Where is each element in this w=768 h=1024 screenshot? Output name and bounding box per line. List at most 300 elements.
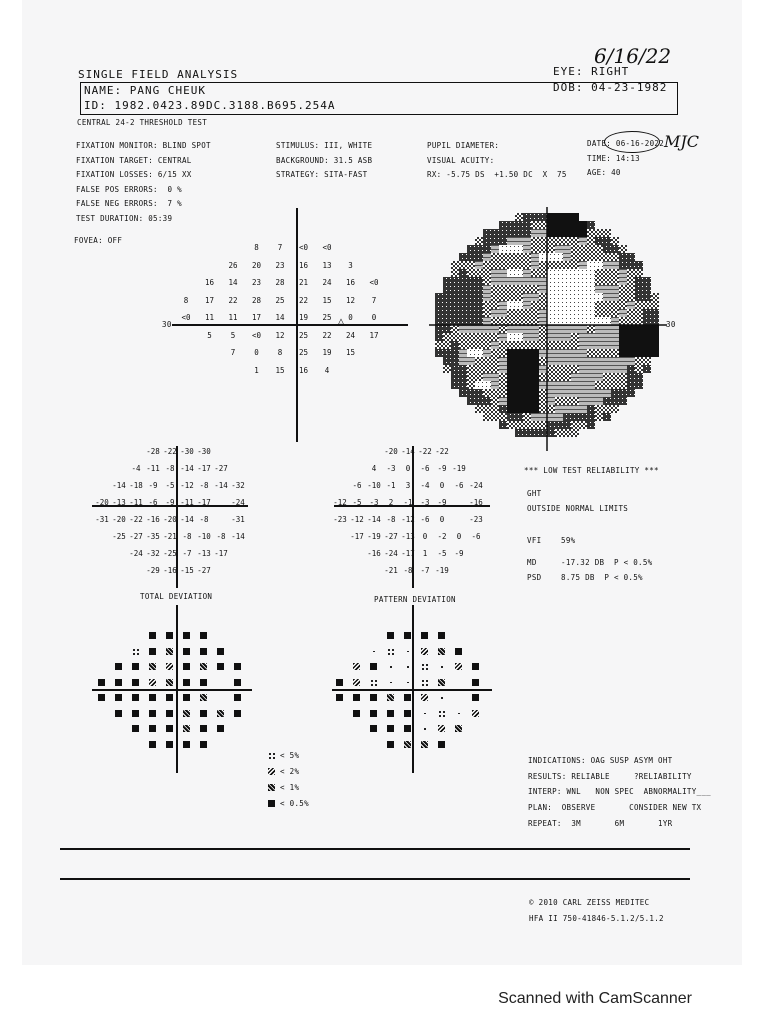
probability-symbol-normal [407,682,409,684]
probability-symbol-normal [458,713,460,715]
field-value: 0 [348,313,353,322]
field-value: 8 [277,348,283,357]
copyright-line-1: © 2010 CARL ZEISS MEDITEC [529,898,650,907]
probability-symbol-dense [217,710,224,717]
field-value: -32 [146,549,160,558]
field-value: 19 [322,348,332,357]
field-value: 16 [204,278,215,287]
field-value: -11 [146,464,160,473]
probability-symbol-checker [268,768,275,775]
probability-symbol-solid [149,710,156,717]
probability-symbol-normal [407,666,409,668]
handwritten-date: 6/16/22 [594,44,672,68]
field-value: -24 [469,481,483,490]
field-value: 8 [254,243,259,252]
probability-symbol-solid [149,648,156,655]
probability-symbol-solid [387,741,394,748]
test-name: CENTRAL 24-2 THRESHOLD TEST [77,118,208,127]
probability-symbol-solid [472,679,479,686]
field-value: -13 [197,549,211,558]
vfi-label: VFI [527,536,542,545]
field-value: 0 [456,532,462,541]
probability-symbol-solid [370,663,377,670]
field-value: -27 [129,532,143,541]
probability-symbol-solid [404,710,411,717]
parameter-line: STRATEGY: SITA-FAST [276,170,368,179]
probability-symbol-solid [234,694,241,701]
field-value: 25 [298,348,309,357]
separator-bottom [60,878,690,880]
field-value: -6 [471,532,481,541]
parameter-line: PUPIL DIAMETER: [427,141,500,150]
probability-symbol-dots [268,752,275,759]
threshold-axis-label: 30 [162,320,172,329]
probability-symbol-solid [98,694,105,701]
md-label: MD [527,558,537,567]
probability-symbol-checker [353,679,360,686]
field-value: 7 [277,243,283,252]
probability-symbol-normal [424,728,426,730]
field-value: -8 [165,464,175,473]
field-value: 0 [422,532,428,541]
probability-symbol-normal [373,651,375,653]
field-value: 5 [207,330,212,340]
field-value: 24 [322,278,332,287]
vfi-value: 59% [561,536,576,545]
probability-symbol-solid [336,679,343,686]
field-value: -16 [146,515,160,524]
ght-value: OUTSIDE NORMAL LIMITS [527,504,629,513]
field-value: 1 [254,365,259,375]
probability-symbol-solid [370,725,377,732]
field-value: -21 [163,532,177,541]
indications: INDICATIONS: OAG SUSP ASYM OHT [528,756,673,765]
separator-top [60,848,690,850]
field-value: 17 [251,313,262,322]
probability-symbol-solid [149,694,156,701]
probability-symbol-solid [132,679,139,686]
field-value: -23 [469,515,483,524]
legend-label: < 1% [280,783,300,792]
field-value: <0 [298,243,309,252]
probability-symbol-solid [234,679,241,686]
field-value: -14 [231,532,245,541]
field-value: -1 [386,481,396,490]
probability-symbol-checker [421,694,428,701]
field-value: 15 [322,295,332,305]
probability-symbol-solid [472,694,479,701]
field-value: -10 [367,481,381,490]
probability-symbol-solid [200,725,207,732]
field-value: 1 [422,549,428,558]
field-value: 23 [251,278,262,287]
field-value: 0 [439,515,445,524]
field-value: 22 [322,330,332,340]
field-value: 12 [345,295,356,305]
probability-symbol-solid [166,741,173,748]
field-value: -18 [129,481,143,490]
pattern-deviation-label: PATTERN DEVIATION [374,595,456,604]
field-value: -24 [129,549,143,558]
field-value: -4 [131,464,141,473]
probability-symbol-solid [115,663,122,670]
probability-symbol-solid [404,694,411,701]
field-value: -21 [384,566,398,575]
field-value: 3 [348,260,353,270]
probability-symbol-normal [390,682,392,684]
field-value: 3 [405,481,411,490]
field-value: -24 [384,549,398,558]
field-value: -22 [163,447,177,456]
field-value: -14 [367,515,381,524]
probability-symbol-solid [421,632,428,639]
field-value: -23 [333,515,347,524]
field-value: 4 [324,365,330,375]
probability-symbol-solid [404,632,411,639]
field-value: 28 [275,278,285,287]
field-value: -32 [231,481,245,490]
field-value: -29 [146,566,160,575]
field-value: 22 [228,295,238,305]
field-value: -8 [386,515,396,524]
repeat: REPEAT: 3M 6M 1YR [528,819,673,828]
parameter-line: FIXATION LOSSES: 6/15 XX [76,170,192,179]
eye-label: EYE: RIGHT [553,65,630,78]
field-value: -31 [95,515,109,524]
probability-symbol-solid [200,710,207,717]
probability-symbol-solid [183,679,190,686]
probability-symbol-dense [455,725,462,732]
field-value: 25 [275,295,285,305]
probability-symbol-solid [438,741,445,748]
blind-spot-marker: △ [338,316,345,327]
parameter-line: FALSE NEG ERRORS: 7 % [76,199,182,208]
psd-label: PSD [527,573,542,582]
field-value: 0 [439,481,445,490]
field-value: 2 [388,498,394,507]
probability-symbol-dense [149,663,156,670]
probability-symbol-solid [132,694,139,701]
field-value: -14 [112,481,126,490]
field-value: -8 [199,515,209,524]
probability-symbol-solid [404,725,411,732]
probability-symbol-dense [404,741,411,748]
field-value: 8 [183,295,189,305]
probability-symbol-solid [200,741,207,748]
probability-symbol-solid [234,663,241,670]
probability-symbol-solid [268,800,275,807]
field-value: -14 [401,447,415,456]
field-value: -8 [199,481,209,490]
probability-symbol-dots [421,679,428,686]
probability-symbol-solid [166,632,173,639]
parameter-line: AGE: 40 [587,168,621,177]
field-value: 16 [298,260,309,270]
probability-symbol-solid [455,648,462,655]
probability-symbol-dense [183,710,190,717]
field-value: 21 [298,278,309,287]
field-value: -9 [165,498,175,507]
parameter-line: RX: -5.75 DS +1.50 DC X 75 [427,170,567,179]
field-value: -17 [197,464,211,473]
probability-symbol-solid [183,632,190,639]
probability-symbol-checker [472,710,479,717]
field-value: -8 [216,532,226,541]
probability-symbol-solid [234,710,241,717]
probability-symbol-normal [441,697,443,699]
probability-symbol-solid [149,725,156,732]
reliability-warning: *** LOW TEST RELIABILITY *** [524,466,659,475]
field-value: -16 [469,498,483,507]
field-value: -27 [384,532,398,541]
field-value: -4 [420,481,430,490]
probability-symbol-solid [166,710,173,717]
field-value: -8 [403,566,413,575]
copyright-line-2: HFA II 750-41846-5.1.2/5.1.2 [529,914,664,923]
field-value: -20 [384,447,398,456]
field-value: 0 [254,348,259,357]
field-value: 25 [322,313,332,322]
probability-symbol-solid [387,710,394,717]
field-value: -10 [197,532,211,541]
probability-symbol-dots [132,648,139,655]
field-value: -3 [386,464,396,473]
probability-symbol-solid [353,694,360,701]
field-value: 13 [322,260,332,270]
field-value: <0 [181,313,191,322]
field-value: 24 [345,330,356,340]
parameter-line: BACKGROUND: 31.5 ASB [276,155,373,165]
field-value: -22 [418,447,432,456]
grayscale-axis-label: 30 [666,320,676,329]
probability-symbol-solid [370,710,377,717]
probability-symbol-dense [438,679,445,686]
field-value: -7 [182,549,192,558]
field-value: 4 [371,464,377,473]
parameter-line: TEST DURATION: 05:39 [76,213,173,223]
field-value: 11 [204,313,215,322]
field-value: -14 [180,464,194,473]
field-value: 0 [405,464,411,473]
probability-symbol-solid [217,725,224,732]
field-value: -9 [454,549,464,558]
field-value: 12 [275,330,285,340]
field-value: -20 [163,515,177,524]
field-value: 17 [204,295,215,305]
field-value: -5 [352,498,362,507]
probability-symbol-checker [438,725,445,732]
field-value: -11 [129,498,143,507]
probability-symbol-solid [115,679,122,686]
field-value: 15 [345,348,356,357]
probability-symbol-solid [115,710,122,717]
field-value: -5 [165,481,175,490]
probability-symbol-dense [438,648,445,655]
field-value: 20 [251,260,262,270]
field-value: -16 [367,549,381,558]
field-value: -20 [95,498,109,507]
legend-label: < 2% [280,767,300,776]
probability-symbol-solid [115,694,122,701]
field-value: -14 [214,481,228,490]
field-value: 14 [228,278,238,287]
total-deviation-label: TOTAL DEVIATION [140,592,213,601]
field-value: 22 [298,295,309,305]
probability-symbol-solid [217,663,224,670]
field-value: -3 [420,498,430,507]
ght-label: GHT [527,489,542,498]
parameter-line: STIMULUS: III, WHITE [276,141,373,150]
probability-symbol-dense [183,725,190,732]
field-value: <0 [251,330,262,340]
probability-symbol-normal [390,666,392,668]
legend-label: < 5% [280,751,300,760]
field-value: 17 [369,330,379,340]
probability-symbol-solid [183,648,190,655]
field-value: -25 [112,532,126,541]
field-value: -17 [401,549,415,558]
field-value: -13 [401,532,415,541]
probability-symbol-solid [149,741,156,748]
field-value: <0 [322,243,332,252]
field-value: -9 [148,481,158,490]
probability-symbol-dense [421,741,428,748]
probability-symbol-solid [132,725,139,732]
probability-symbol-solid [200,679,207,686]
field-value: 5 [230,330,236,340]
parameter-line: FIXATION TARGET: CENTRAL [76,155,192,165]
patient-id: ID: 1982.0423.89DC.3188.B695.254A [84,99,336,112]
field-value: -27 [214,464,228,473]
field-value: -20 [112,515,126,524]
field-value: 15 [275,365,285,375]
field-value: -30 [180,447,194,456]
probability-symbol-dots [370,679,377,686]
field-value: 25 [298,330,309,340]
probability-symbol-solid [438,632,445,639]
field-value: -25 [163,549,177,558]
field-value: -1 [403,498,413,507]
md-value: -17.32 DB P < 0.5% [561,558,653,567]
field-value: 16 [345,278,356,287]
field-value: -15 [180,566,194,575]
field-value: -6 [352,481,362,490]
field-value: 14 [275,313,285,322]
probability-symbol-normal [424,713,426,715]
field-value: -6 [420,515,430,524]
field-value: -27 [197,566,211,575]
field-value: -7 [420,566,430,575]
field-value: -12 [350,515,364,524]
field-value: -17 [197,498,211,507]
field-value: -12 [333,498,347,507]
field-value: -5 [437,549,447,558]
field-value: <0 [369,278,379,287]
probability-symbol-dense [268,784,275,791]
probability-symbol-solid [217,648,224,655]
parameter-line: TIME: 14:13 [587,153,640,163]
field-value: -17 [350,532,364,541]
probability-symbol-solid [472,663,479,670]
probability-symbol-dots [438,710,445,717]
field-value: -31 [231,515,245,524]
handwritten-initials: MJC [664,132,700,151]
probability-symbol-dense [166,679,173,686]
probability-symbol-normal [441,666,443,668]
field-value: -6 [454,481,464,490]
parameter-line: VISUAL ACUITY: [427,155,495,165]
psd-value: 8.75 DB P < 0.5% [561,573,643,582]
probability-symbol-solid [149,632,156,639]
field-value: -22 [435,447,449,456]
probability-symbol-solid [132,663,139,670]
field-value: -35 [146,532,160,541]
probability-symbol-dots [421,663,428,670]
fovea-status: FOVEA: OFF [74,236,123,245]
probability-symbol-checker [166,663,173,670]
field-value: 11 [228,313,238,322]
parameter-line: FIXATION MONITOR: BLIND SPOT [76,141,211,150]
probability-symbol-solid [336,694,343,701]
field-value: -19 [452,464,466,473]
probability-symbol-solid [183,663,190,670]
field-value: 16 [298,365,309,375]
probability-symbol-checker [149,679,156,686]
field-value: -8 [182,532,192,541]
results: RESULTS: RELIABLE ?RELIABILITY [528,772,692,781]
field-value: 7 [371,295,377,305]
grayscale-plot [425,205,695,457]
probability-symbol-solid [132,710,139,717]
field-value: -19 [435,566,449,575]
field-value: -6 [148,498,158,507]
field-value: -30 [197,447,211,456]
field-value: -12 [401,515,415,524]
probability-symbol-solid [98,679,105,686]
probability-symbol-solid [353,710,360,717]
probability-symbol-dense [166,648,173,655]
field-value: -9 [437,464,447,473]
probability-symbol-solid [166,725,173,732]
field-value: -2 [437,532,447,541]
field-value: -19 [367,532,381,541]
scanner-watermark: Scanned with CamScanner [498,990,692,1007]
probability-symbol-solid [387,725,394,732]
field-value: -28 [146,447,160,456]
probability-symbol-dense [200,694,207,701]
field-value: 28 [251,295,262,305]
parameter-line: DATE: 06-16-2022 [587,139,665,148]
field-value: -14 [180,515,194,524]
patient-name: NAME: PANG CHEUK [84,84,206,97]
probability-symbol-solid [166,694,173,701]
probability-symbol-checker [455,663,462,670]
field-value: 23 [275,260,285,270]
probability-symbol-dense [387,694,394,701]
parameter-line: FALSE POS ERRORS: 0 % [76,184,182,194]
interpretation: INTERP: WNL NON SPEC ABNORMALITY___ [528,787,711,796]
field-value: -24 [231,498,245,507]
probability-symbol-dense [200,663,207,670]
report-title: SINGLE FIELD ANALYSIS [78,68,239,81]
probability-symbol-solid [387,632,394,639]
probability-symbol-solid [183,741,190,748]
field-value: 7 [230,348,236,357]
field-value: -16 [163,566,177,575]
probability-symbol-solid [200,632,207,639]
field-value: -6 [420,464,430,473]
field-value: -12 [180,481,194,490]
